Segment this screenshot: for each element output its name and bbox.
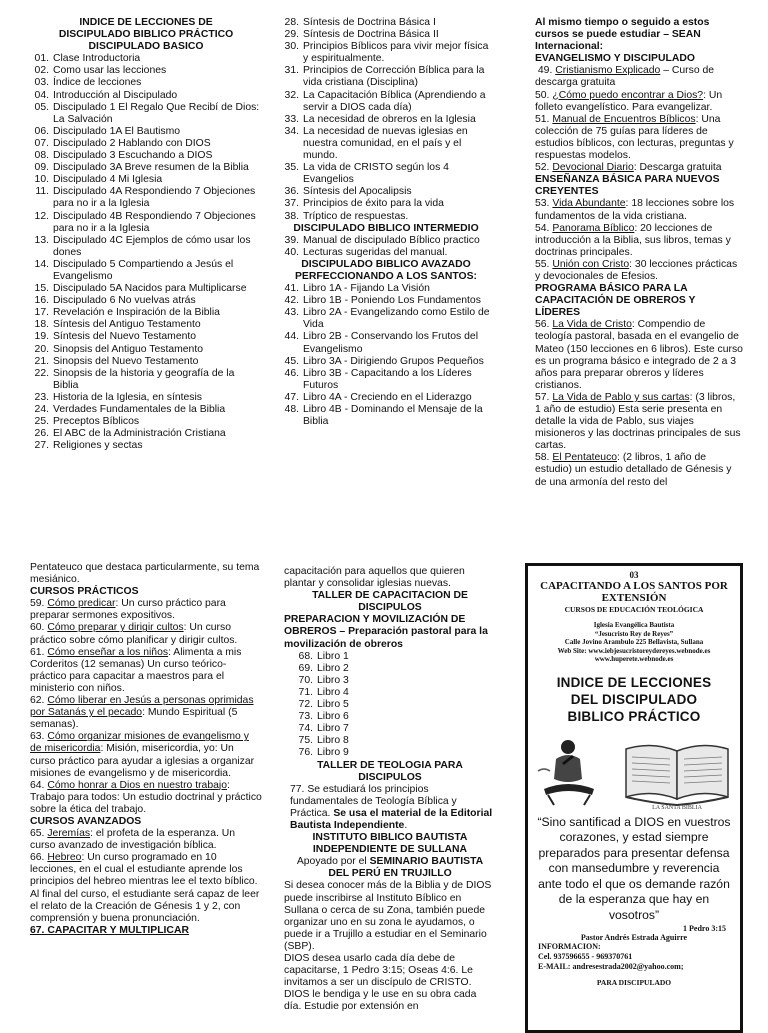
- email-address[interactable]: E-MAIL: andresestrada2002@yahoo.com;: [538, 961, 684, 971]
- cover-main-title: INDICE DE LECCIONES DEL DISCIPULADO BIBLICO PRÁCTICO: [556, 674, 712, 724]
- list-item: 39. Manual de discipulado Bíblico practico: [284, 234, 480, 246]
- phone-number: Cel. 937596655 - 969370761: [538, 951, 633, 961]
- list-item: 35. La vida de CRISTO según los 4 Evangelios: [284, 162, 449, 186]
- index-title-line1: INDICE DE LECCIONES DE: [79, 17, 213, 28]
- church-address: Calle Jovino Arambulo 225 Bellavista, Sullana: [564, 638, 704, 646]
- list-item: 76. Libro 9: [298, 747, 349, 759]
- section-heading-taller-capacitacion: TALLER DE CAPACITACION DE: [312, 590, 468, 602]
- section-heading-evangelismo: EVANGELISMO Y DISCIPULADO: [535, 53, 695, 65]
- list-item: 45. Libro 3A - Dirigiendo Grupos Pequeños: [284, 355, 484, 367]
- book-list: [294, 651, 496, 760]
- course-item: 60. Cómo preparar y dirigir cultos: Un curso práctico sobre cómo planificar y dirigir cultos.: [30, 622, 238, 646]
- list-item: 38. Tríptico de respuestas.: [284, 210, 409, 222]
- course-link[interactable]: Unión con Cristo: [552, 258, 630, 270]
- list-item: 21. Sinopsis del Nuevo Testamento: [34, 355, 199, 367]
- section-heading-instituto: INSTITUTO BIBLICO BAUTISTA: [312, 832, 468, 844]
- list-item: 14. Discipulado 5 Compartiendo a Jesús el Evangelismo: [34, 258, 234, 282]
- contact-info: [538, 942, 740, 972]
- list-item: 72. Libro 5: [298, 699, 349, 711]
- course-item: 63. Cómo organizar misiones de evangelismo y de misericordia: Misión, misericordia, yo: Un curso práctico para ayudar a iglesias a organizar misiones de evangelismo y de misericordia.: [30, 731, 255, 779]
- bible-quote: “Sino santificad a DIOS en vuestros corazones, y estad siempre preparados para presentar defensa con mansedumbre y reverencia ante todo el que os demande razón de la esperanza que hay en vosotros”: [537, 814, 731, 923]
- theology-paragraph: 77. Se estudiará los principios fundamentales de Teología Bíblica y Práctica. Se usa el material de la Editorial Bautista Independiente.: [290, 783, 493, 831]
- course-link[interactable]: Cómo predicar: [47, 598, 116, 610]
- course-item: 58. El Pentateuco: (2 libros, 1 año de estudio) un estudio detallado de Génesis y de una armonía del resto del: [535, 452, 732, 488]
- list-item: 13. Discipulado 4C Ejemplos de cómo usar los dones: [34, 234, 251, 258]
- list-item: 68. Libro 1: [298, 650, 349, 662]
- cover-subtitle: CURSOS DE EDUCACIÓN TEOLÓGICA: [564, 605, 704, 614]
- list-item: 27. Religiones y sectas: [34, 440, 143, 452]
- cover-title-line1: CAPACITANDO A LOS SANTOS POR: [540, 580, 728, 592]
- list-item: 19. Síntesis del Nuevo Testamento: [34, 331, 197, 343]
- info-label: INFORMACION:: [538, 941, 601, 951]
- list-item: 44. Libro 2B - Conservando los Frutos del Evangelismo: [284, 331, 478, 355]
- list-item: 26. El ABC de la Administración Cristiana: [34, 428, 226, 440]
- index-title-line2: DISCIPULADO BIBLICO PRÁCTICO: [58, 29, 234, 41]
- bible-label: LA SANTA BIBLIA: [652, 804, 702, 809]
- list-item: 03. Índice de lecciones: [34, 77, 142, 89]
- cover-title-line2: EXTENSIÓN: [601, 592, 667, 604]
- section-heading-capacitar: 67. CAPACITAR Y MULTIPLICAR: [30, 924, 189, 936]
- list-item: 24. Verdades Fundamentales de la Biblia: [34, 404, 226, 415]
- course-link[interactable]: La Vida de Cristo: [552, 319, 632, 331]
- lesson-list-advanced: [280, 283, 492, 428]
- section-heading-taller-capacitacion-2: DISCIPULOS: [358, 602, 422, 614]
- course-item: 54. Panorama Bíblico: 20 lecciones de introducción a la Biblia, sus libros, temas y doctrinas principales.: [535, 222, 731, 258]
- list-item: 11. Discipulado 4A Respondiendo 7 Objeciones para no ir a la Iglesia: [35, 186, 256, 210]
- section-subheading-perfeccionando: PERFECCIONANDO A LOS SANTOS:: [294, 270, 478, 282]
- church-website[interactable]: Web Site: www.iebjesucristoreydereyes.webnode.es: [557, 646, 711, 655]
- section-heading-practicos: CURSOS PRÁCTICOS: [30, 586, 139, 598]
- lesson-list-basic: [30, 53, 262, 452]
- list-item: 08. Discipulado 3 Escuchando a DIOS: [34, 150, 213, 162]
- course-item: 52. Devocional Diario: Descarga gratuita: [535, 162, 722, 174]
- list-item: 12. Discipulado 4B Respondiendo 7 Objeciones para no ir a la Iglesia: [34, 210, 256, 234]
- course-link[interactable]: Cristianismo Explicado: [555, 65, 661, 77]
- list-item: 32. La Capacitación Bíblica (Aprendiendo a servir a DIOS cada día): [284, 89, 486, 113]
- lesson-list-intermediate: [280, 235, 492, 259]
- paragraph-continuation: capacitación para aquellos que quieren plantar y consolidar iglesias nuevas.: [284, 566, 465, 590]
- list-item: 09. Discipulado 3A Breve resumen de la Biblia: [34, 162, 249, 174]
- list-item: 40. Lecturas sugeridas del manual.: [284, 246, 448, 258]
- course-item: 51. Manual de Encuentros Bíblicos: Una colección de 75 guías para líderes de estudios bíblicos, con lecturas, preguntas y respuestas modelos.: [535, 113, 734, 162]
- quote-reference: 1 Pedro 3:15: [683, 923, 726, 933]
- course-item: 50. ¿Cómo puedo encontrar a Dios?: Un folleto evangelístico. Para evangelizar.: [535, 89, 723, 113]
- course-link[interactable]: Vida Abundante: [552, 198, 626, 210]
- course-link[interactable]: Cómo organizar misiones de evangelismo y de misericordia: [30, 731, 249, 755]
- course-item: 56. La Vida de Cristo: Compendio de teología pastoral, basada en el evangelio de Mateo (150 lecciones en 6 libros). Este curso es un programa básico e integrado de 2 a 3 años para preparar obreros y líderes cristianos.: [535, 319, 743, 391]
- lesson-list-basic-cont: [280, 17, 492, 223]
- column-practical: [30, 562, 262, 937]
- course-link[interactable]: Manual de Encuentros Bíblicos: [552, 113, 696, 125]
- list-item: 37. Principios de éxito para la vida: [284, 198, 444, 210]
- column-sean: [535, 17, 743, 489]
- course-link[interactable]: ¿Cómo puedo encontrar a Dios?: [552, 89, 704, 101]
- section-heading-intermedio: DISCIPULADO BIBLICO INTERMEDIO: [293, 222, 479, 234]
- list-item: 73. Libro 6: [298, 711, 349, 723]
- column-intermediate: [280, 17, 492, 428]
- seminary-line: Apoyado por el SEMINARIO BAUTISTA: [296, 856, 484, 868]
- list-item: 20. Sinopsis del Antiguo Testamento: [34, 343, 203, 355]
- list-item: 31. Principios de Corrección Bíblica para la vida cristiana (Disciplina): [284, 65, 485, 89]
- cover-number: 03: [629, 570, 639, 580]
- course-item: 62. Cómo liberar en Jesús a personas oprimidas por Satanás y el pecado: Mundo Espiritual (5 semanas).: [30, 695, 254, 731]
- list-item: 22. Sinopsis de la historia y geografía de la Biblia: [34, 367, 235, 391]
- list-item: 70. Libro 3: [298, 674, 349, 686]
- list-item: 30. Principios Bíblicos para vivir mejor física y espiritualmente.: [284, 41, 489, 65]
- list-item: 43. Libro 2A - Evangelizando como Estilo de Vida: [284, 307, 490, 331]
- course-link[interactable]: Cómo honrar a Dios en nuestro trabajo: [47, 779, 227, 791]
- section-heading-programa: PROGRAMA BÁSICO PARA LA CAPACITACIÓN DE OBREROS Y LÍDERES: [535, 283, 696, 319]
- section-heading-avanzado: DISCIPULADO BIBLICO AVAZADO: [301, 258, 471, 270]
- bible-icon: [622, 739, 732, 809]
- list-item: 48. Libro 4B - Dominando el Mensaje de la Biblia: [284, 404, 483, 428]
- course-item: 59. Cómo predicar: Un curso práctico para preparar sermones expositivos.: [30, 598, 226, 622]
- list-item: 04. Introducción al Discipulado: [34, 89, 178, 101]
- course-item: 49. Cristianismo Explicado – Curso de descarga gratuita: [535, 65, 715, 89]
- section-heading-taller-teologia-2: DISCIPULOS: [358, 771, 422, 783]
- course-item: 65. Jeremías: el profeta de la esperanza. Un curso avanzado de investigación bíblica.: [30, 828, 236, 852]
- invitation-paragraph-2: DIOS desea usarlo cada día debe de capacitarse, 1 Pedro 3:15; Oseas 4:6. Le invitamos a ser un discípulo de CRISTO. DIOS le bendiga y le use en su obra cada día. Estudie por extensión en: [284, 953, 477, 1013]
- list-item: 28. Síntesis de Doctrina Básica I: [284, 17, 436, 28]
- list-item: 29. Síntesis de Doctrina Básica II: [284, 29, 439, 41]
- church-website-2[interactable]: www.huperete.webnode.es: [594, 655, 674, 663]
- course-link[interactable]: Hebreo: [47, 852, 82, 864]
- course-item: 55. Unión con Cristo: 30 lecciones prácticas y devocionales de Efesios.: [535, 258, 738, 282]
- course-link[interactable]: Devocional Diario: [552, 162, 634, 174]
- section-heading-ensenanza: ENSEÑANZA BÁSICA PARA NUEVOS CREYENTES: [535, 174, 720, 198]
- list-item: 41. Libro 1A - Fijando La Visión: [284, 283, 430, 295]
- list-item: 10. Discipulado 4 Mi Iglesia: [34, 174, 163, 186]
- invitation-paragraph: Si desea conocer más de la Biblia y de DIOS puede inscribirse al Instituto Bíblico en Sullana o cerca de su Zona, también puede organizar uno en su zona le ayudamos, o puede ir a Trujillo a estudiar en el Seminario (SBP).: [284, 880, 492, 952]
- course-item: 57. La Vida de Pablo y sus cartas: (3 libros, 1 año de estudio) Esta serie presenta en detalle la vida de Pablo, sus viajes misioneros y las doctrinas principales de sus cartas.: [535, 391, 741, 452]
- list-item: 05. Discipulado 1 El Regalo Que Recibí de Dios: La Salvación: [34, 101, 260, 125]
- list-item: 07. Discipulado 2 Hablando con DIOS: [34, 137, 211, 149]
- list-item: 34. La necesidad de nuevas iglesias en nuestra comunidad, en el país y el mundo.: [284, 125, 468, 162]
- course-link[interactable]: Cómo liberar en Jesús a personas oprimidas por Satanás y el pecado: [30, 695, 254, 719]
- list-item: 71. Libro 4: [298, 686, 349, 698]
- list-item: 47. Libro 4A - Creciendo en el Liderazgo: [284, 391, 472, 403]
- column-workshops: [284, 566, 496, 1013]
- list-item: 25. Preceptos Bíblicos: [34, 416, 140, 428]
- section-heading-taller-teologia: TALLER DE TEOLOGIA PARA: [317, 759, 463, 771]
- section-heading-basico: DISCIPULADO BASICO: [88, 41, 204, 53]
- illustration-area: [528, 733, 740, 811]
- seminary-location: DEL PERÚ EN TRUJILLO: [328, 868, 452, 880]
- column-basic: [30, 17, 262, 452]
- list-item: 36. Síntesis del Apocalipsis: [284, 186, 412, 198]
- section-heading-avanzados: CURSOS AVANZADOS: [30, 815, 142, 827]
- praying-figure-icon: [534, 735, 604, 807]
- course-link[interactable]: Panorama Bíblico: [552, 222, 635, 234]
- course-item: 61. Cómo enseñar a los niños: Alimenta a mis Corderitos (12 semanas) Un curso teórico-práctico para capacitar a maestros para el ministerio con niños.: [30, 646, 242, 694]
- section-heading-instituto-2: INDEPENDIENTE DE SULLANA: [312, 844, 468, 856]
- list-item: 15. Discipulado 5A Nacidos para Multiplicarse: [34, 283, 247, 295]
- paragraph-continuation: Pentateuco que destaca particularmente, su tema mesiánico.: [30, 562, 260, 586]
- church-name: Iglesia Evangélica Bautista: [593, 621, 675, 629]
- course-item: 64. Cómo honrar a Dios en nuestro trabajo: Trabajo para todos: Un estudio doctrinal y práctico sobre la ética del trabajo.: [30, 779, 262, 815]
- pastor-name: Pastor Andrés Estrada Aguirre: [580, 932, 688, 942]
- list-item: 23. Historia de la Iglesia, en síntesis: [34, 391, 203, 403]
- list-item: 74. Libro 7: [298, 723, 349, 735]
- course-link[interactable]: Cómo preparar y dirigir cultos: [47, 622, 184, 634]
- list-item: 06. Discipulado 1A El Bautismo: [34, 125, 181, 137]
- section-heading-preparacion: PREPARACION Y MOVILIZACIÓN DE OBREROS – Preparación pastoral para la movilización de obreros: [284, 614, 488, 650]
- list-item: 16. Discipulado 6 No vuelvas atrás: [34, 295, 196, 307]
- course-link[interactable]: La Vida de Pablo y sus cartas: [552, 391, 690, 403]
- course-item: 53. Vida Abundante: 18 lecciones sobre los fundamentos de la vida cristiana.: [535, 198, 735, 222]
- cover-footer: PARA DISCIPULADO: [596, 977, 672, 987]
- list-item: 69. Libro 2: [298, 662, 349, 674]
- list-item: 33. La necesidad de obreros en la Iglesia: [284, 113, 476, 125]
- list-item: 46. Libro 3B - Capacitando a los Líderes Futuros: [284, 367, 472, 391]
- course-link[interactable]: Cómo enseñar a los niños: [47, 646, 169, 658]
- list-item: 75. Libro 8: [298, 735, 349, 747]
- list-item: 42. Libro 1B - Poniendo Los Fundamentos: [284, 295, 481, 307]
- list-item: 18. Síntesis del Antiguo Testamento: [34, 319, 201, 331]
- cover-panel: [525, 563, 743, 1033]
- course-link[interactable]: Jeremías: [47, 828, 91, 840]
- sean-intro: Al mismo tiempo o seguido a estos cursos se puede estudiar – SEAN Internacional:: [535, 17, 710, 53]
- list-item: 02. Como usar las lecciones: [34, 65, 167, 77]
- list-item: 01. Clase Introductoria: [34, 53, 141, 65]
- list-item: 17. Revelación e Inspiración de la Biblia: [34, 307, 220, 319]
- course-item: 66. Hebreo: Un curso programado en 10 lecciones, en el cual el estudiante aprende los principios del hebreo mientras lee el texto bíblico. Al final del curso, el estudiante será capaz de leer el relato de la Creación de Génesis 1 y 2, con comprensión y buena pronunciación.: [30, 852, 260, 924]
- course-link[interactable]: El Pentateuco: [552, 452, 618, 464]
- church-motto: “Jesucristo Rey de Reyes”: [594, 629, 674, 638]
- church-block: [528, 621, 740, 664]
